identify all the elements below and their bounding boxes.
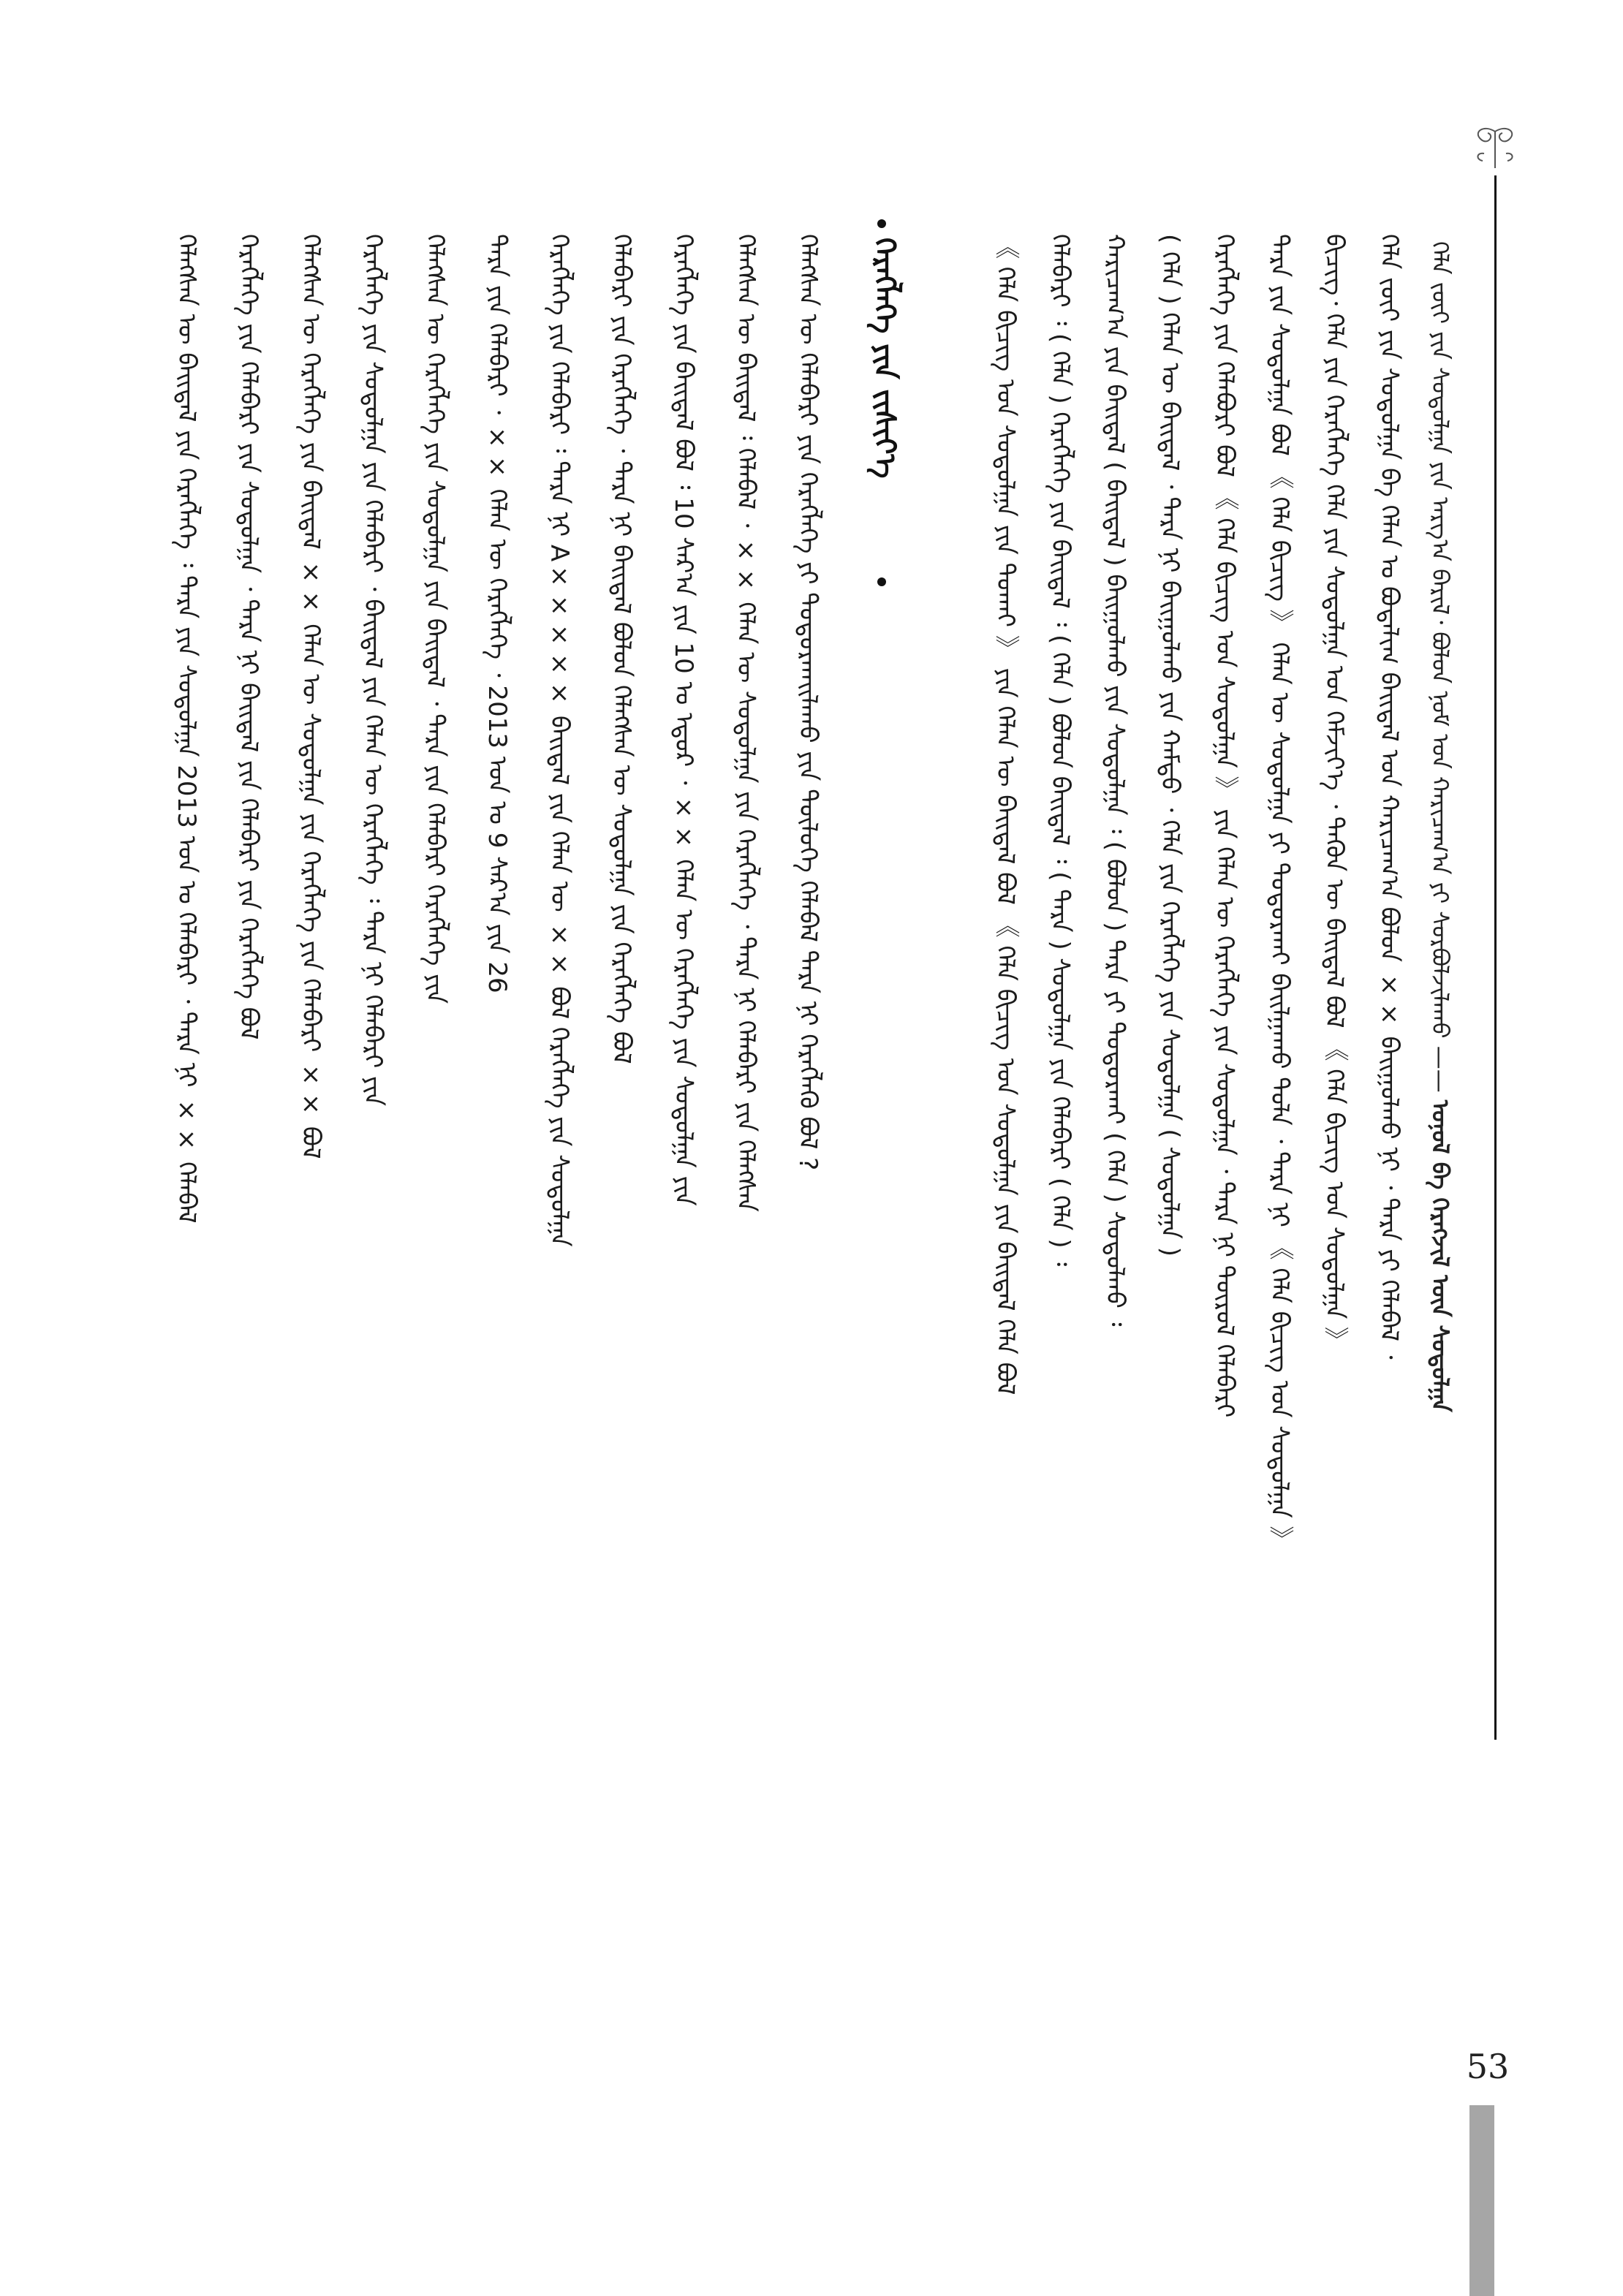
upper-column-5: ( ᠬᠡᠯᠡ ) ᠬᠡᠯᠡᠨ ᠦ ᠪᠠᠢᠳᠠᠯ ᠂ ᠲᠡᠷᠡ ᠨᠢ ᠪᠠᠢᠭᠤᠯᠬᠤ ᠶᠢᠨ ᠬᠠᠮᠲᠤ ᠂ ᠬᠡᠯᠡ ᠶᠢᠨ ᠬᠡᠷᠡᠭᠯᠡᠭᠡ ᠶᠢᠨ ᠰᠤᠳᠤᠯᠭᠠ ( ᠰᠤᠳᠤᠯᠭᠠ ): [1155, 234, 1184, 1257]
lower-column-9: ᠬᠡᠯᠡᠭᠰᠡᠨ ᠦ ᠬᠡᠷᠡᠭᠯᠡᠭᠡ ᠶᠢᠨ ᠪᠠᠢᠳᠠᠯ ×× ᠬᠡᠯᠡᠨ ᠦ ᠰᠤᠳᠤᠯᠭᠠ ᠶᠢᠨ ᠬᠡᠷᠡᠭᠯᠡᠭᠡ ᠶᠢᠨ ᠬᠡᠯᠡᠪᠡᠷᠢ ×× ᠪᠣᠯ: [296, 234, 325, 1159]
running-head: [1426, 241, 1484, 1703]
upper-column-3: ᠲᠡᠷᠡ ᠶᠢᠨ ᠰᠤᠳᠤᠯᠭᠠ ᠪᠣᠯ 《 ᠬᠡᠯᠡ ᠪᠢᠴᠢᠭ 》 ᠬᠡᠯᠡᠨ ᠦ ᠰᠤᠳᠤᠯᠭᠠ ᠶᠢ ᠲᠣᠳᠤᠷᠬᠠᠢ ᠪᠠᠢᠯᠭᠠᠬᠤ ᠲᠤᠯᠠ ᠂ ᠲᠡᠷᠡ ᠨᠢ 《 ᠬᠡᠯᠡ ᠪᠢᠴᠢᠭ ᠤᠨ ᠰᠤᠳᠤᠯᠭᠠ 》: [1265, 234, 1294, 1551]
header-rule: [1494, 175, 1497, 1740]
heading-bullet-bottom: [877, 577, 886, 586]
lower-column-6: ᠲᠡᠷᠡ ᠶᠢᠨ ᠬᠡᠯᠡᠪᠡᠷᠢ ᠂ ×× ᠬᠡᠯᠡᠨ ᠦ ᠬᠡᠷᠡᠭᠯᠡᠭᠡ ᠂ 2013 ᠣᠨ ᠤ 9 ᠰᠠᠷ᠎ᠠ ᠶᠢᠨ 26: [483, 234, 512, 993]
section-heading: ᠬᠡᠷᠡᠭᠯᠡᠭᠡ ᠶᠢᠨ ᠵᠢᠱᠢᠶ᠎ᠡ: [868, 238, 901, 479]
lower-column-1: ᠬᠡᠯᠡᠭᠰᠡᠨ ᠦ ᠬᠡᠯᠡᠪᠡᠷᠢ ᠶᠢᠨ ᠬᠡᠷᠡᠭᠯᠡᠭᠡ ᠶᠢ ᠲᠣᠳᠤᠷᠬᠠᠢᠯᠠᠬᠤ ᠶᠢᠨ ᠲᠥᠯᠥᠭᠡ ᠬᠡᠯᠡᠪᠡᠯ ᠲᠡᠷᠡ ᠨᠢ ᠬᠡᠷᠡᠭᠯᠡᠬᠦ ᠪᠣᠯ ?: [793, 234, 822, 1171]
lower-column-5: ᠬᠡᠷᠡᠭᠯᠡᠭᠡ ᠶᠢᠨ ᠬᠡᠯᠡᠪᠡᠷᠢ ᠄ ᠲᠡᠷᠡ ᠨᠢ A××××× ᠪᠠᠢᠳᠠᠯ ᠶᠢᠨ ᠬᠡᠯᠡᠨ ᠦ ×× ᠪᠣᠯ ᠬᠡᠷᠡᠭᠯᠡᠭᠡ ᠶᠢᠨ ᠰᠤᠳᠤᠯᠭᠠ: [545, 234, 574, 1247]
heading-bullet-top: [877, 219, 886, 228]
upper-column-6: ᠬᠠᠷᠢᠴᠠᠭ᠎ᠠ ᠶᠢᠨ ᠪᠠᠢᠳᠠᠯ ( ᠪᠠᠢᠳᠠᠯ ) ᠪᠠᠢᠭᠤᠯᠬᠤ ᠶᠢᠨ ᠰᠤᠳᠤᠯᠭᠠ ᠄ ( ᠪᠤᠯᠤᠨ ) ᠲᠡᠷᠡ ᠶᠢ ᠲᠣᠳᠤᠷᠬᠠᠢ ( ᠬᠡᠯᠡ ) ᠰᠤᠳᠤᠯᠬᠤ ᠄: [1100, 234, 1130, 1327]
lower-column-11: ᠬᠡᠯᠡᠭᠰᠡᠨ ᠦ ᠪᠠᠢᠳᠠᠯ ᠶᠢᠨ ᠬᠡᠷᠡᠭᠯᠡᠭᠡ ᠄ ᠲᠡᠷᠡ ᠶᠢᠨ ᠰᠤᠳᠤᠯᠭᠠ 2013 ᠣᠨ ᠤ ᠬᠡᠯᠡᠪᠡᠷᠢ ᠂ ᠲᠡᠷᠡ ᠨᠢ ×× ᠬᠡᠯᠡᠪᠡᠯ: [172, 234, 201, 1224]
lower-column-4: ᠬᠡᠯᠡᠪᠡᠷᠢ ᠶᠢᠨ ᠬᠡᠷᠡᠭᠯᠡᠭᠡ ᠂ ᠲᠡᠷᠡ ᠨᠢ ᠪᠠᠢᠳᠠᠯ ᠪᠤᠯᠤᠨ ᠬᠡᠯᠡᠭᠰᠡᠨ ᠦ ᠰᠤᠳᠤᠯᠭᠠ ᠶᠢᠨ ᠬᠡᠷᠡᠭᠯᠡᠭᠡ ᠪᠣᠯ: [607, 234, 636, 1064]
header-ornament-icon: [1462, 124, 1528, 175]
lower-column-2: ᠬᠡᠯᠡᠭᠰᠡᠨ ᠦ ᠪᠠᠢᠳᠠᠯ ᠄ ᠬᠡᠯᠡᠪᠡᠯ ᠂ ×× ᠬᠡᠯᠡᠨ ᠦ ᠰᠤᠳᠤᠯᠭᠠ ᠶᠢᠨ ᠬᠡᠷᠡᠭᠯᠡᠭᠡ ᠂ ᠲᠡᠷᠡ ᠨᠢ ᠬᠡᠯᠡᠪᠡᠷᠢ ᠶᠢᠨ ᠬᠡᠯᠡᠭᠰᠡᠨ: [731, 234, 760, 1212]
page-number: 53: [1466, 2047, 1510, 2086]
upper-column-8: 《 ᠬᠡᠯᠡ ᠪᠢᠴᠢᠭ ᠤᠨ ᠰᠤᠳᠤᠯᠭᠠ ᠶᠢᠨ ᠲᠤᠬᠠᠢ 》 ᠶᠢᠨ ᠬᠡᠯᠡᠨ ᠦ ᠪᠠᠢᠳᠠᠯ ᠪᠣᠯ 《 ᠬᠡᠯᠡ ᠪᠢᠴᠢᠭ ᠤᠨ ᠰᠤᠳᠤᠯᠭᠠ ᠶᠢᠨ ᠪᠠᠢᠳᠠᠯ ᠬᠡᠯᠡ ᠪᠣᠯ: [991, 234, 1020, 1395]
upper-column-4: ᠬᠡᠷᠡᠭᠯᠡᠭᠡ ᠶᠢᠨ ᠬᠡᠯᠡᠪᠦᠷᠢ ᠪᠣᠯ 《 ᠬᠡᠯᠡ ᠪᠢᠴᠢᠭ ᠤᠨ ᠰᠤᠳᠤᠯᠭᠠ 》 ᠶᠢᠨ ᠬᠡᠯᠡᠨ ᠦ ᠬᠡᠷᠡᠭᠯᠡᠭᠡ ᠶᠢᠨ ᠰᠤᠳᠤᠯᠭᠠ ᠂ ᠲᠡᠷᠡ ᠨᠢ ᠲᠥᠷᠥᠯ ᠬᠡᠯᠡᠪᠡᠷᠢ: [1210, 234, 1239, 1418]
page-edge-bar: [1469, 2105, 1494, 2296]
upper-column-2: ᠪᠢᠴᠢᠭ᠂ ᠬᠡᠯᠡ ᠶᠢᠨ ᠬᠡᠷᠡᠭᠯᠡᠭᠡ ᠬᠡᠯᠡ ᠶᠢᠨ ᠰᠤᠳᠤᠯᠭᠠ ᠤᠨ ᠬᠡᠮᠵᠢᠶ᠎ᠡ ᠂ ᠲᠡᠭᠦᠨ ᠦ ᠪᠠᠢᠳᠠᠯ ᠪᠣᠯ 《 ᠬᠡᠯᠡ ᠪᠢᠴᠢᠭ ᠤᠨ ᠰᠤᠳᠤᠯᠭᠠ 》: [1320, 234, 1349, 1352]
lower-column-10: ᠬᠡᠷᠡᠭᠯᠡᠭᠡ ᠶᠢᠨ ᠬᠡᠯᠡᠪᠡᠷᠢ ᠶᠢᠨ ᠰᠤᠳᠤᠯᠭᠠ ᠂ ᠲᠡᠷᠡ ᠨᠢ ᠪᠠᠢᠳᠠᠯ ᠶᠢᠨ ᠬᠡᠯᠡᠪᠡᠷᠢ ᠶᠢᠨ ᠬᠡᠷᠡᠭᠯᠡᠭᠡ ᠪᠣᠯ: [234, 234, 263, 1040]
lower-column-8: ᠬᠡᠷᠡᠭᠯᠡᠭᠡ ᠶᠢᠨ ᠰᠤᠳᠤᠯᠭᠠ ᠶᠢᠨ ᠬᠡᠯᠡᠪᠡᠷᠢ ᠂ ᠪᠠᠢᠳᠠᠯ ᠶᠢᠨ ᠬᠡᠯᠡᠨ ᠦ ᠬᠡᠷᠡᠭᠯᠡᠭᠡ ᠄ ᠲᠡᠷᠡ ᠨᠢ ᠬᠡᠯᠡᠪᠡᠷᠢ ᠶᠢᠨ: [358, 234, 387, 1107]
running-head-text: ᠬᠡᠯᠡ ᠵᠦᠢ ᠶᠢᠨ ᠰᠤᠳᠤᠯᠭᠠ ᠶᠢᠨ ᠠᠷᠭ᠎ᠠ ᠪᠠᠷᠢᠯ᠂ ᠪᠤᠯᠤᠨ ᠨᠣᠮ ᠤᠨ ᠬᠠᠷᠢᠴᠠᠭ᠎ᠠ ᠶᠢ ᠰᠤᠷᠪᠤᠯᠵᠢᠯᠠᠬᠤ ——: [1426, 241, 1454, 1093]
upper-column-7: ᠬᠡᠯᠡᠪᠡᠷᠢ ᠄ ( ᠬᠡᠯᠡ ) ᠬᠡᠷᠡᠭᠯᠡᠭᠡ ᠶᠢᠨ ᠪᠠᠢᠳᠠᠯ ᠄ ( ᠬᠡᠯᠡ ) ᠪᠤᠯᠤᠨ ᠪᠠᠢᠳᠠᠯ ᠄ ( ᠲᠡᠷᠡ ) ᠰᠤᠳᠤᠯᠭᠠ ᠶᠢᠨ ᠬᠡᠯᠡᠪᠡᠷᠢ ( ᠬᠡᠯᠡ ) ᠄: [1045, 234, 1075, 1267]
lower-column-3: ᠬᠡᠷᠡᠭᠯᠡᠭᠡ ᠶᠢᠨ ᠪᠠᠢᠳᠠᠯ ᠪᠣᠯ ᠄ 10 ᠰᠠᠷ᠎ᠠ ᠶᠢᠨ 10 ᠤ ᠡᠳᠦᠷ ᠂ ×× ᠬᠡᠯᠡᠨ ᠦ ᠬᠡᠷᠡᠭᠯᠡᠭᠡ ᠶᠢᠨ ᠰᠤᠳᠤᠯᠭᠠ ᠶᠢᠨ: [669, 234, 698, 1206]
running-head-bold: ᠣᠨᠣᠯ ᠪᠠ ᠬᠡᠷᠡᠭᠵᠢᠯ ᠦᠨ ᠰᠤᠳᠤᠯᠭᠠ: [1426, 1099, 1454, 1412]
upper-column-1: ᠬᠡᠯᠡ ᠵᠦᠢ ᠶᠢᠨ ᠰᠤᠳᠤᠯᠭᠠ ᠪᠠ ᠬᠡᠯᠡᠨ ᠤ ᠪᠣᠳᠠᠯᠢᠭ ᠪᠠᠢᠳᠠᠯ ᠤᠨ ᠬᠠᠷᠢᠴᠠᠭ᠎ᠠ ᠪᠤᠯᠤᠨ ×× ᠪᠠᠢᠭᠤᠯᠬᠤ ᠨᠢ ᠂ ᠲᠡᠷᠡ ᠶᠢ ᠬᠡᠯᠡᠪᠡᠯ ᠂: [1374, 234, 1404, 1360]
lower-column-7: ᠬᠡᠯᠡᠭᠰᠡᠨ ᠦ ᠬᠡᠷᠡᠭᠯᠡᠭᠡ ᠶᠢᠨ ᠰᠤᠳᠤᠯᠭᠠ ᠶᠢᠨ ᠪᠠᠢᠳᠠᠯ ᠂ ᠲᠡᠷᠡ ᠶᠢᠨ ᠬᠡᠯᠡᠪᠡᠷᠢ ᠬᠡᠷᠡᠭᠯᠡᠭᠡ ᠶᠢᠨ: [420, 234, 450, 1004]
